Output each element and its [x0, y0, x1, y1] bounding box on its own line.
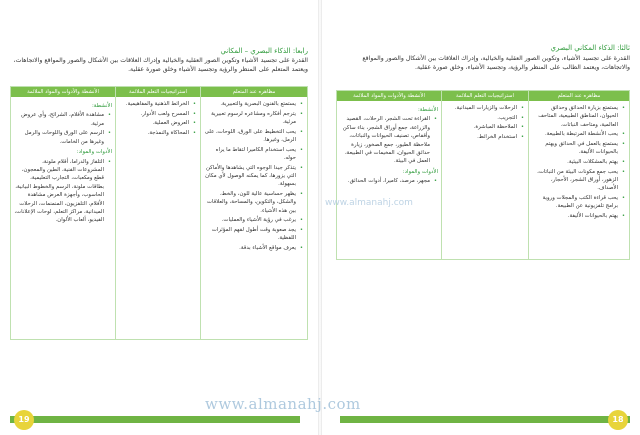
list-item: • يترجم أفكاره ومشاعره لرسوم تعبيرية مرئية.	[204, 110, 296, 127]
list-item: • المحاكاة والنمذجة.	[119, 129, 189, 137]
list-item: • يجد صعوبة وقت أطول لفهم المؤثرات اللفظية.	[204, 226, 296, 243]
list-item: • الخرائط الذهنية والمفاهيمية.	[119, 100, 189, 108]
list-item: • مجهر، مرصد، كاميرا، أدوات الحدائق.	[340, 177, 430, 185]
section-heading: رابعا: الذكاء البصري – المكاني	[220, 47, 308, 55]
list-item: • استخدام الخرائط.	[445, 133, 517, 141]
table-column-strategies	[115, 87, 200, 339]
list-item: • يحب استخدام الكاميرا لتقاط ما يراه حوله.	[204, 146, 296, 163]
list-item: • يتذكر جيدا الوجوه التي يشاهدها والأماكن التي يزورها، كما يمكنه الوصول لأي مكان بسهولة.	[204, 164, 296, 189]
activities-subheading: الأنشطة:	[91, 103, 112, 109]
list-item: • الرسم على الورق واللوحات والرمل وغيرها من الخامات.	[14, 129, 104, 146]
list-item: • يحب الأنشطة المرتبطة بالطبيعة.	[532, 130, 618, 138]
table-column-activities	[337, 91, 441, 259]
site-watermark-small: www.almanahj.com	[325, 198, 413, 208]
list-item: • يظهر حساسية عالية للون، والخط، والشكل، والتكوين، والمساحة، والعلاقات بين هذه الأشياء.	[204, 190, 296, 215]
tools-subheading: الأدوات والمواد:	[402, 168, 438, 175]
table-header: الأنشطة والأدوات والمواد الملائمة	[11, 87, 115, 97]
footer-bar	[10, 416, 300, 423]
section-heading: ثالثا: الذكاء المكاني البصري	[550, 44, 630, 52]
list-item: • يستمتع بالفنون البصرية والتعبيرية.	[204, 100, 296, 108]
list-item: • الرحلات والزيارات الميدانية.	[445, 104, 517, 112]
list-item: • يستمتع بالعمل في الحدائق ويهتم بالحيوانات الأليفة.	[532, 140, 618, 157]
list-item: • يهتم بالحيوانات الأليفة.	[532, 212, 618, 220]
list-item: • القراءة تحت الشجر، الرحلات، القصيد والزراعة، جمع أوراق الشجر، بناء ساكن وأقفاص، تصنيف الحيوانات والنباتات، ملاحظة الطيور، جمع الصخور، زيارة حدائق الحيوان، المخيمات في الطبيعة، العمل في البيئة.	[340, 115, 430, 165]
list-item: • العروض العملية.	[119, 119, 189, 127]
table-column-strategies	[441, 91, 528, 259]
list-item: • يحب التخطيط على الورق، اللوحات، على الرمل، وغيرها.	[204, 128, 296, 145]
list-item: • الملاحظة المباشرة.	[445, 123, 517, 131]
table-column-manifestations	[528, 91, 629, 259]
list-item: • مشاهدة الأفلام، الشرائح، وأي عروض مرئية.	[14, 111, 104, 128]
section-paragraph: القدرة على تجسيد الأشياء، وتكوين الصور العقلية والخيالية، وإدراك العلاقات بين الأشكال والصور والمواقع والاتجاهات، ويعتمد الطالب على المنظر والرؤية، وتجسيد الأشياء، وخلق صورة عقلية.	[362, 55, 630, 71]
list-item: • التلفاز والدراما، أقلام ملونة، المشروعات الفنية، الطين والمعجون، قطع ومكعبات، التجارب التعليمية، بطاقات ملونة، الرسم والخطوط البيانية، الحاسوب، وأجهزة العرض مشاهدة الأفلام، التلفزيون، المنمنمات، الرحلات الميدانية، مراكز التعلم، لوحات الإعلانات، الفيديو، ألعاب الألوان.	[14, 158, 104, 225]
table-column-activities	[11, 87, 115, 339]
strategies-table	[336, 90, 630, 260]
list-item: • يستمتع بزيارة الحدائق وحدائق الحيوان، المناطق الطبيعية، المتاحف العالمية، ومتاحف النباتات.	[532, 104, 618, 129]
list-item: • التجريب.	[445, 114, 517, 122]
page-number-badge: 18	[608, 410, 628, 430]
activities-subheading: الأنشطة:	[417, 107, 438, 113]
tools-subheading: الأدوات والمواد:	[76, 149, 112, 156]
strategies-table	[10, 86, 308, 340]
right-page	[320, 0, 640, 435]
footer-bar	[340, 416, 630, 423]
table-header: مظاهره عند المتعلم	[201, 87, 307, 97]
table-header: استراتيجيات التعلم الملائمة	[442, 91, 528, 101]
table-header: استراتيجيات التعلم الملائمة	[116, 87, 200, 97]
list-item: • يعرف مواقع الأشياء بدقة.	[204, 244, 296, 252]
list-item: • يحب قراءة الكتب والمجلات وروية برامج تلفزيونية عن الطبيعة.	[532, 194, 618, 211]
page-number-badge: 19	[14, 410, 34, 430]
table-header: مظاهره عند المتعلم	[529, 91, 629, 101]
list-item: • المسرح ولعب الأدوار.	[119, 110, 189, 118]
table-column-manifestations	[200, 87, 307, 339]
list-item: • يهتم بالمشكلات البيئية.	[532, 158, 618, 166]
table-header: الأنشطة والأدوات والمواد الملائمة	[337, 91, 441, 101]
list-item: • يحب جمع مكونات البيئة من النباتات، الزهور، أوراق الشجر، الأحجار، الأصداف.	[532, 168, 618, 193]
site-watermark: www.almanahj.com	[205, 395, 361, 413]
list-item: • يرغب في رؤية الأشياء والعمليات.	[204, 216, 296, 224]
section-paragraph: القدرة على تجسيد الأشياء وتكوين الصور العقلية والخيالية وإدراك العلاقات بين الأشكال والصور والمواقع والاتجاهات، ويعتمد المتعلم على المنظر والرؤية وتجسيد الأشياء وخلق صورة عقلية.	[13, 57, 308, 73]
